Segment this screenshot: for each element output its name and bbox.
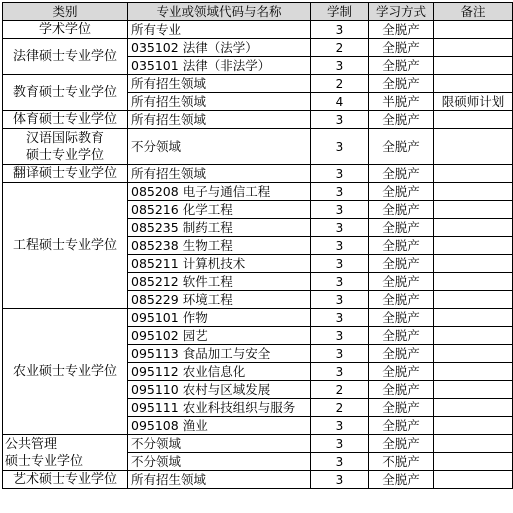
category-cell (3, 435, 128, 471)
years-cell: 3 (311, 255, 369, 273)
table-row (3, 471, 513, 489)
category-cell: 法律硕士专业学位 (3, 39, 128, 75)
mode-cell: 全脱产 (369, 381, 434, 399)
field-cell: 095108 渔业 (128, 417, 311, 435)
program-table-container (2, 2, 513, 489)
years-cell: 3 (311, 453, 369, 471)
header-category: 类别 (3, 3, 128, 21)
mode-cell: 全脱产 (369, 111, 434, 129)
field-cell: 095111 农业科技组织与服务 (128, 399, 311, 417)
years-cell: 3 (311, 435, 369, 453)
field-cell: 所有招生领域 (128, 75, 311, 93)
field-cell: 不分领域 (128, 453, 311, 471)
field-cell: 085216 化学工程 (128, 201, 311, 219)
years-cell: 3 (311, 471, 369, 489)
note-cell (434, 57, 513, 75)
field-cell: 095102 园艺 (128, 327, 311, 345)
field-cell: 035101 法律（非法学） (128, 57, 311, 75)
header-field: 专业或领域代码与名称 (128, 3, 311, 21)
note-cell (434, 255, 513, 273)
table-row (3, 111, 513, 129)
field-cell: 不分领域 (128, 435, 311, 453)
category-line: 硕士专业学位 (5, 453, 84, 469)
note-cell (434, 75, 513, 93)
category-line: 汉语国际教育 (25, 130, 104, 146)
years-cell: 3 (311, 417, 369, 435)
category-cell: 学术学位 (3, 21, 128, 39)
years-cell: 3 (311, 345, 369, 363)
note-cell (434, 363, 513, 381)
note-cell (434, 417, 513, 435)
years-cell: 3 (311, 327, 369, 345)
field-cell: 095113 食品加工与安全 (128, 345, 311, 363)
note-cell (434, 399, 513, 417)
category-cell: 教育硕士专业学位 (3, 75, 128, 111)
table-row (3, 183, 513, 201)
years-cell: 3 (311, 111, 369, 129)
field-cell: 所有招生领域 (128, 165, 311, 183)
years-cell: 3 (311, 21, 369, 39)
field-cell: 所有招生领域 (128, 471, 311, 489)
years-cell: 3 (311, 273, 369, 291)
table-row (3, 75, 513, 93)
mode-cell: 全脱产 (369, 237, 434, 255)
years-cell: 2 (311, 399, 369, 417)
category-cell: 体育硕士专业学位 (3, 111, 128, 129)
table-row (3, 309, 513, 327)
note-cell (434, 129, 513, 165)
years-cell: 3 (311, 129, 369, 165)
note-cell (434, 39, 513, 57)
field-cell: 085211 计算机技术 (128, 255, 311, 273)
years-cell: 3 (311, 201, 369, 219)
note-cell (434, 435, 513, 453)
mode-cell: 全脱产 (369, 363, 434, 381)
mode-cell: 全脱产 (369, 291, 434, 309)
mode-cell: 全脱产 (369, 75, 434, 93)
mode-cell: 全脱产 (369, 129, 434, 165)
field-cell: 095101 作物 (128, 309, 311, 327)
field-cell: 095110 农村与区域发展 (128, 381, 311, 399)
field-cell: 085208 电子与通信工程 (128, 183, 311, 201)
mode-cell: 全脱产 (369, 273, 434, 291)
note-cell (434, 183, 513, 201)
mode-cell: 全脱产 (369, 435, 434, 453)
years-cell: 3 (311, 237, 369, 255)
table-row (3, 21, 513, 39)
mode-cell: 全脱产 (369, 57, 434, 75)
table-row (3, 129, 513, 165)
note-cell (434, 471, 513, 489)
note-cell (434, 453, 513, 471)
mode-cell: 全脱产 (369, 183, 434, 201)
mode-cell: 全脱产 (369, 309, 434, 327)
note-cell (434, 237, 513, 255)
field-cell: 085212 软件工程 (128, 273, 311, 291)
header-mode: 学习方式 (369, 3, 434, 21)
mode-cell: 全脱产 (369, 39, 434, 57)
years-cell: 3 (311, 291, 369, 309)
years-cell: 3 (311, 219, 369, 237)
mode-cell: 全脱产 (369, 399, 434, 417)
header-note: 备注 (434, 3, 513, 21)
years-cell: 3 (311, 309, 369, 327)
mode-cell: 全脱产 (369, 471, 434, 489)
field-cell: 所有招生领域 (128, 111, 311, 129)
note-cell (434, 165, 513, 183)
note-cell (434, 111, 513, 129)
mode-cell: 全脱产 (369, 345, 434, 363)
category-cell: 翻译硕士专业学位 (3, 165, 128, 183)
mode-cell: 半脱产 (369, 93, 434, 111)
mode-cell: 全脱产 (369, 219, 434, 237)
note-cell: 限硕师计划 (434, 93, 513, 111)
note-cell (434, 219, 513, 237)
note-cell (434, 291, 513, 309)
field-cell: 不分领域 (128, 129, 311, 165)
category-cell: 工程硕士专业学位 (3, 183, 128, 309)
years-cell: 2 (311, 381, 369, 399)
field-cell: 095112 农业信息化 (128, 363, 311, 381)
field-cell: 085229 环境工程 (128, 291, 311, 309)
category-cell: 艺术硕士专业学位 (3, 471, 128, 489)
mode-cell: 全脱产 (369, 417, 434, 435)
years-cell: 4 (311, 93, 369, 111)
years-cell: 3 (311, 165, 369, 183)
field-cell: 所有专业 (128, 21, 311, 39)
field-cell: 所有招生领域 (128, 93, 311, 111)
category-cell: 农业硕士专业学位 (3, 309, 128, 435)
category-line: 硕士专业学位 (25, 147, 104, 163)
header-row (3, 3, 513, 21)
category-cell (3, 129, 128, 165)
note-cell (434, 21, 513, 39)
note-cell (434, 327, 513, 345)
category-line: 公共管理 (5, 436, 58, 452)
note-cell (434, 345, 513, 363)
mode-cell: 全脱产 (369, 21, 434, 39)
note-cell (434, 201, 513, 219)
table-body (3, 21, 513, 489)
years-cell: 2 (311, 75, 369, 93)
years-cell: 2 (311, 39, 369, 57)
mode-cell: 全脱产 (369, 165, 434, 183)
note-cell (434, 273, 513, 291)
field-cell: 085235 制药工程 (128, 219, 311, 237)
header-years: 学制 (311, 3, 369, 21)
years-cell: 3 (311, 183, 369, 201)
field-cell: 085238 生物工程 (128, 237, 311, 255)
program-table (2, 2, 513, 489)
table-row (3, 435, 513, 453)
table-row (3, 39, 513, 57)
note-cell (434, 381, 513, 399)
years-cell: 3 (311, 363, 369, 381)
years-cell: 3 (311, 57, 369, 75)
field-cell: 035102 法律（法学） (128, 39, 311, 57)
mode-cell: 全脱产 (369, 327, 434, 345)
note-cell (434, 309, 513, 327)
mode-cell: 不脱产 (369, 453, 434, 471)
mode-cell: 全脱产 (369, 255, 434, 273)
table-row (3, 165, 513, 183)
mode-cell: 全脱产 (369, 201, 434, 219)
